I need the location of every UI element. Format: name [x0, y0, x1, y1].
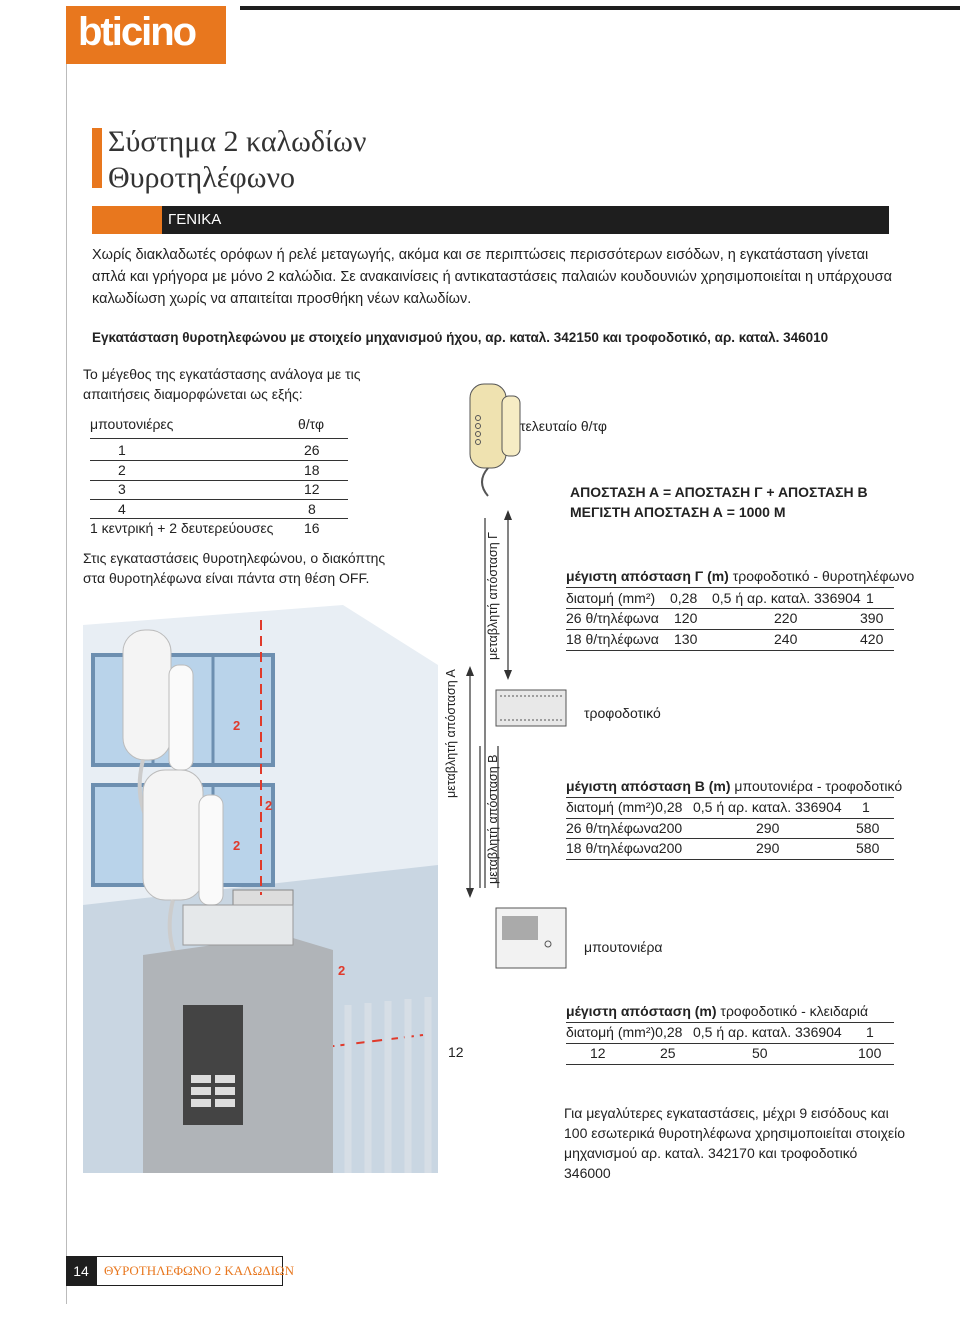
handset-icon	[470, 384, 520, 496]
note-line: Στις εγκαταστάσεις θυροτηλεφώνου, ο διακόπτης	[83, 550, 386, 566]
var-distance-b-label: μεταβλητή απόσταση Β	[486, 754, 500, 884]
table-lock-title-rest: τροφοδοτικό - κλειδαριά	[716, 1003, 869, 1019]
door-panel-icon	[496, 908, 566, 968]
table-rule	[566, 797, 894, 798]
col-header-panels: μπουτονιέρες	[90, 416, 174, 432]
table-lock-head: διατομή (mm²)0,28	[566, 1024, 683, 1040]
title-accent-bar	[92, 128, 102, 188]
left-margin-rule	[66, 64, 67, 1304]
table-g-cell: 26 θ/τηλέφωνα	[566, 610, 659, 626]
section-accent	[92, 206, 162, 234]
table-cell: 26	[304, 442, 320, 458]
power-supply-icon	[496, 690, 566, 726]
pillar-lamp	[183, 905, 293, 945]
table-g-title	[566, 568, 914, 584]
table-b-title	[566, 778, 902, 794]
table-b-cell: 18 θ/τηλέφωνα200	[566, 840, 683, 856]
table-b-head: 1	[862, 799, 870, 815]
table-lock-title-bold: μέγιστη απόσταση (m)	[566, 1003, 717, 1019]
brand-logo	[66, 6, 226, 64]
table-b-head: 0,5 ή αρ. καταλ. 336904	[693, 799, 842, 815]
size-intro-line: απαιτήσεις διαμορφώνεται ως εξής:	[83, 386, 303, 402]
var-distance-g-label: μεταβλητή απόσταση Γ	[486, 531, 500, 660]
footer-title: ΘΥΡΟΤΗΛΕΦΩΝΟ 2 ΚΑΛΩΔΙΩΝ	[104, 1263, 294, 1278]
table-cell: 4	[118, 501, 126, 517]
table-g-head: 0,28	[670, 590, 698, 606]
size-intro	[83, 364, 383, 404]
closing-line: 100 εσωτερικά θυροτηλέφωνα χρησιμοποιείται στοιχείο	[564, 1125, 906, 1141]
installation-heading: Εγκατάσταση θυροτηλεφώνου με στοιχείο μηχανισμού ήχου, αρ. καταλ. 342150 και τροφοδοτικό, αρ. καταλ. 346010	[92, 330, 829, 345]
table-rule	[90, 518, 348, 519]
table-lock-cell: 12	[590, 1045, 606, 1061]
col-header-phones: θ/τφ	[298, 416, 325, 432]
table-cell: 16	[304, 520, 320, 536]
table-g-head: διατομή (mm²)	[566, 590, 656, 606]
table-rule	[90, 460, 348, 461]
table-b-title-bold: μέγιστη απόσταση Β (m)	[566, 778, 731, 794]
table-b-cell: 290	[756, 840, 780, 856]
table-b-cell: 290	[756, 820, 780, 836]
table-rule	[566, 838, 894, 839]
table-rule	[566, 1064, 894, 1065]
table-cell: 18	[304, 462, 320, 478]
table-cell: 8	[308, 501, 316, 517]
table-rule	[90, 438, 348, 439]
table-cell: 2	[118, 462, 126, 478]
table-lock-cell: 50	[752, 1045, 768, 1061]
intro-line: Χωρίς διακλαδωτές ορόφων ή ρελέ μεταγωγής, ακόμα και σε περιπτώσεις περισσότερων εισόδων, η εγκατάσταση γίνεται	[92, 247, 869, 263]
table-g-head: 1	[866, 590, 874, 606]
table-cell: 1 κεντρική + 2 δευτερεύουσες	[90, 520, 274, 536]
size-intro-line: Το μέγεθος της εγκατάστασης ανάλογα με τις	[83, 366, 361, 382]
section-label: ΓΕΝΙΚΑ	[168, 211, 222, 228]
table-rule	[566, 629, 894, 630]
table-rule	[566, 1043, 894, 1044]
table-g-cell: 120	[674, 610, 698, 626]
note-line: στα θυροτηλέφωνα είναι πάντα στη θέση OFF.	[83, 570, 370, 586]
lock-wire-label: 12	[448, 1044, 464, 1060]
formula-line-2: ΜΕΓΙΣΤΗ ΑΠΟΣΤΑΣΗ Α = 1000 Μ	[570, 504, 786, 520]
formula-line-1: ΑΠΟΣΤΑΣΗ Α = ΑΠΟΣΤΑΣΗ Γ + ΑΠΟΣΤΑΣΗ Β	[570, 484, 868, 500]
table-b-cell: 580	[856, 840, 880, 856]
table-rule	[566, 1022, 894, 1023]
section-header	[162, 206, 889, 234]
table-rule	[566, 650, 894, 651]
var-distance-a-label: μεταβλητή απόσταση Α	[444, 669, 458, 798]
table-g-cell: 420	[860, 631, 884, 647]
wire-label: 2	[233, 838, 241, 853]
intro-line: απλά και γρήγορα με μόνο 2 καλώδια. Σε ανακαινίσεις ή αντικαταστάσεις παλαιών κουδουνιών χρησιμοποιείται η υπάρχουσα	[92, 269, 892, 285]
table-b-title-rest: μπουτονιέρα - τροφοδοτικό	[730, 778, 903, 794]
table-rule	[566, 818, 894, 819]
wire-label: 2	[233, 718, 241, 733]
last-phone-label: τελευταίο θ/τφ	[520, 418, 607, 434]
closing-line: 346000	[564, 1165, 611, 1181]
closing-line: Για μεγαλύτερες εγκαταστάσεις, μέχρι 9 εισόδους και	[564, 1105, 889, 1121]
title-line-2: Θυροτηλέφωνο	[108, 161, 296, 194]
table-g-cell: 390	[860, 610, 884, 626]
table-g-cell: 240	[774, 631, 798, 647]
table-g-title-bold: μέγιστη απόσταση Γ (m)	[566, 568, 729, 584]
page-number: 14	[66, 1256, 96, 1286]
psu-label: τροφοδοτικό	[584, 705, 661, 721]
table-g-cell: 220	[774, 610, 798, 626]
table-rule	[90, 499, 348, 500]
top-rule	[240, 6, 960, 10]
intro-paragraph	[92, 244, 892, 310]
table-g-head: 0,5 ή αρ. καταλ. 336904	[712, 590, 861, 606]
intro-line: καλωδίωση χωρίς να απαιτείται προσθήκη νέων καλωδίων.	[92, 291, 472, 307]
wire-label: 2	[338, 963, 346, 978]
table-lock-cell: 100	[858, 1045, 882, 1061]
table-cell: 1	[118, 442, 126, 458]
table-lock-cell: 25	[660, 1045, 676, 1061]
switch-note	[83, 548, 403, 588]
table-rule	[566, 608, 894, 609]
panel-label: μπουτονιέρα	[584, 939, 663, 955]
title-line-1: Σύστημα 2 καλωδίων	[108, 125, 367, 158]
table-b-cell: 26 θ/τηλέφωνα200	[566, 820, 683, 836]
table-lock-head: 1	[866, 1024, 874, 1040]
table-b-cell: 580	[856, 820, 880, 836]
table-g-cell: 18 θ/τηλέφωνα	[566, 631, 659, 647]
table-lock-title	[566, 1003, 868, 1019]
page-title	[108, 124, 366, 196]
closing-paragraph	[564, 1103, 905, 1183]
table-lock-head: 0,5 ή αρ. καταλ. 336904	[693, 1024, 842, 1040]
logo-text: bticino	[78, 10, 196, 54]
table-rule	[566, 587, 894, 588]
wiring-diagram	[440, 378, 960, 998]
table-cell: 3	[118, 481, 126, 497]
table-g-title-rest: τροφοδοτικό - θυροτηλέφωνο	[728, 568, 915, 584]
table-cell: 12	[304, 481, 320, 497]
closing-line: μηχανισμού αρ. καταλ. 342170 και τροφοδοτικό	[564, 1145, 858, 1161]
building-illustration	[83, 605, 438, 1173]
wire-label: 2	[265, 798, 273, 813]
table-rule	[566, 859, 894, 860]
table-g-cell: 130	[674, 631, 698, 647]
table-b-head: διατομή (mm²)0,28	[566, 799, 683, 815]
